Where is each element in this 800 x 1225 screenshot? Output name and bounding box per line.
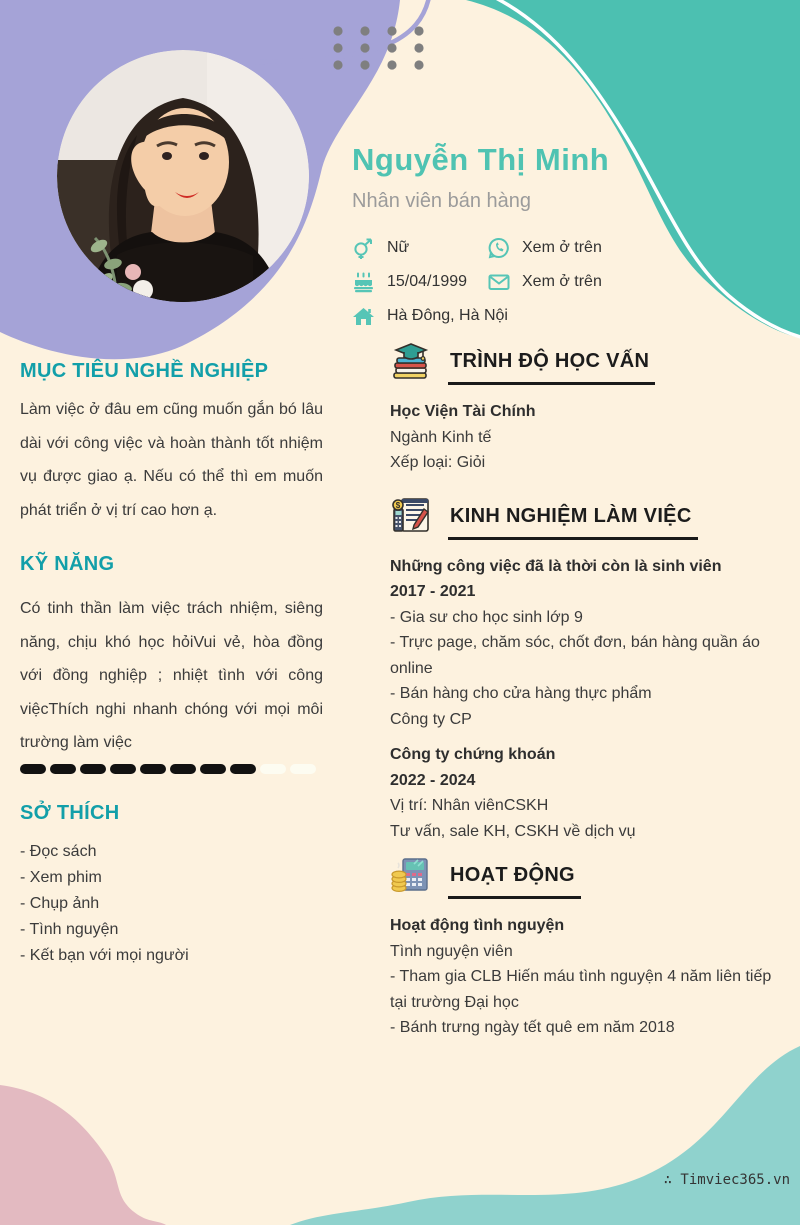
hobby-item: - Xem phim: [20, 868, 102, 886]
contact-gender: [352, 231, 488, 265]
contact-address: [352, 299, 738, 333]
whatsapp-icon: [488, 237, 510, 259]
right-column: [390, 340, 792, 1041]
hobby-item: - Kết bạn với mọi người: [20, 946, 189, 964]
teal-blob-bottom-right: [290, 1046, 800, 1225]
envelope-icon: [488, 271, 510, 293]
address-value: Hà Đông, Hà Nội: [387, 307, 508, 324]
experience-job1-detail: - Gia sư cho học sinh lớp 9: [390, 608, 583, 626]
skill-pill: [80, 764, 106, 774]
phone-value: Xem ở trên: [522, 239, 602, 256]
activity-coins-calculator-icon: [390, 854, 432, 896]
contact-email: [488, 265, 738, 299]
experience-job2-detail: Tư vấn, sale KH, CSKH về dịch vụ: [390, 822, 636, 840]
left-column: [20, 360, 323, 969]
objective-heading: MỤC TIÊU NGHỀ NGHIỆP: [20, 360, 269, 382]
hobbies-heading: SỞ THÍCH: [20, 801, 120, 824]
skill-pill: [260, 764, 286, 774]
skill-level-bar: [20, 764, 323, 774]
pink-blob-bottom-left: [0, 1085, 166, 1225]
skills-text: Có tinh thần làm việc trách nhiệm, siêng năng, chịu khó học hỏiVui vẻ, hòa đồng với đồng nghiệp ; nhiệt tình với công việcThích nghi nhanh chóng với mọi môi trường làm việc: [20, 600, 323, 751]
activity-detail: - Tham gia CLB Hiến máu tình nguyện 4 năm liên tiếp tại trường Đại học: [390, 968, 772, 1011]
experience-job2-detail: Vị trí: Nhân viênCSKH: [390, 797, 549, 814]
experience-heading: KINH NGHIỆM LÀM VIỆC: [448, 495, 698, 540]
gender-value: Nữ: [387, 239, 410, 256]
skill-pill: [230, 764, 256, 774]
contact-info: [352, 231, 738, 333]
experience-job2-title: Công ty chứng khoán: [390, 746, 556, 763]
activity-subtitle: Hoạt động tình nguyện: [390, 917, 565, 934]
hobby-list: [20, 839, 323, 969]
skill-pill: [140, 764, 166, 774]
experience-documents-icon: [390, 495, 432, 537]
skill-pill: [20, 764, 46, 774]
experience-section-header: [390, 495, 792, 540]
candidate-name: Nguyễn Thị Minh: [352, 142, 610, 177]
watermark: ∴ Timviec365.vn: [663, 1172, 790, 1188]
education-books-icon: [390, 340, 432, 382]
experience-job1-detail: - Trực page, chăm sóc, chốt đơn, bán hàng quần áo online: [390, 634, 760, 677]
experience-job1-period: 2017 - 2021: [390, 583, 476, 600]
contact-phone: [488, 231, 738, 265]
skill-pill: [200, 764, 226, 774]
profile-photo: [57, 50, 309, 302]
gender-icon: [352, 237, 375, 260]
email-value: Xem ở trên: [522, 273, 602, 290]
education-section-header: [390, 340, 792, 385]
activity-detail: - Bánh trưng ngày tết quê em năm 2018: [390, 1019, 675, 1036]
skill-pill: [290, 764, 316, 774]
objective-text: Làm việc ở đâu em cũng muốn gắn bó lâu dài với công việc và hoàn thành tốt nhiệm vụ được giao ạ. Nếu có thể thì em muốn phát triển ở vị trí cao hơn ạ.: [20, 401, 323, 519]
hobby-item: - Đọc sách: [20, 842, 97, 860]
skill-pill: [50, 764, 76, 774]
experience-job1-detail: - Bán hàng cho cửa hàng thực phẩm: [390, 685, 652, 702]
candidate-job-title: Nhân viên bán hàng: [352, 190, 532, 212]
experience-job1-title: Những công việc đã là thời còn là sinh viên: [390, 557, 722, 575]
hobby-item: - Tình nguyện: [20, 920, 119, 938]
birthday-cake-icon: [352, 271, 375, 294]
skill-pill: [170, 764, 196, 774]
svg-text:$: $: [395, 500, 401, 510]
activity-section-header: [390, 854, 792, 899]
activity-heading: HOẠT ĐỘNG: [448, 854, 581, 899]
education-grade: Xếp loại: Giỏi: [390, 454, 486, 471]
experience-job2-period: 2022 - 2024: [390, 771, 476, 789]
education-major: Ngành Kinh tế: [390, 428, 492, 446]
contact-birthday: [352, 265, 488, 299]
skill-pill: [110, 764, 136, 774]
home-icon: [352, 305, 375, 328]
skills-heading: KỸ NĂNG: [20, 553, 115, 575]
hobby-item: - Chụp ảnh: [20, 894, 100, 912]
experience-job1-detail: Công ty CP: [390, 710, 472, 728]
education-school: Học Viện Tài Chính: [390, 403, 536, 420]
birthday-value: 15/04/1999: [387, 273, 468, 290]
education-heading: TRÌNH ĐỘ HỌC VẤN: [448, 340, 655, 385]
activity-detail: Tình nguyện viên: [390, 942, 513, 960]
